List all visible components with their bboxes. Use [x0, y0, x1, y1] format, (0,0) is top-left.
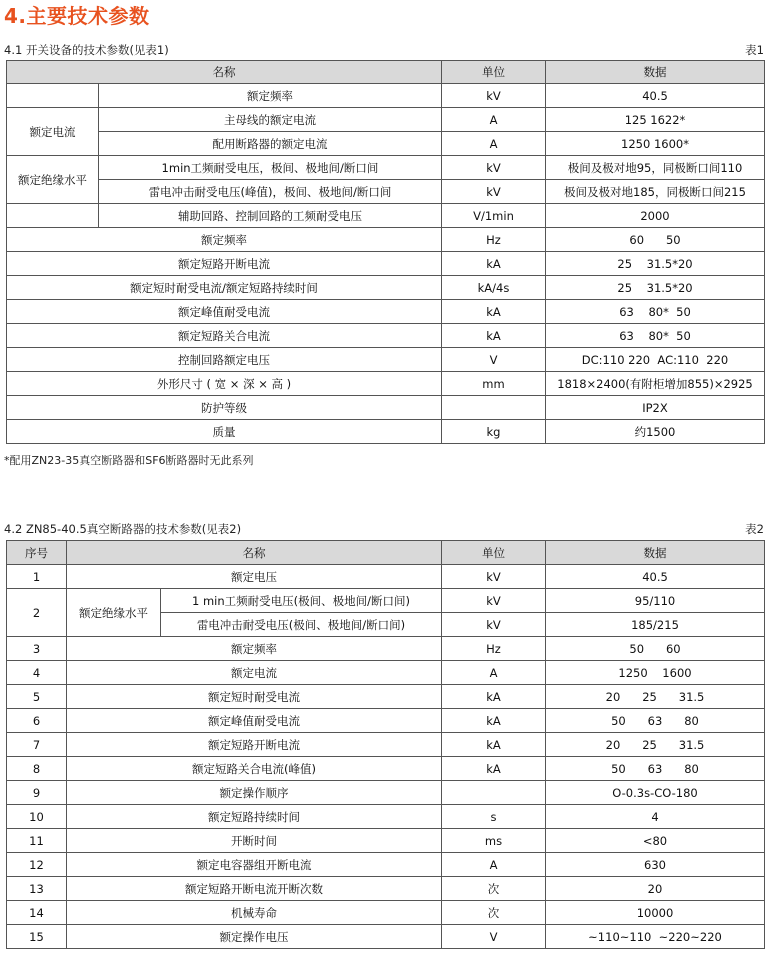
table1-row-unit: kA: [442, 324, 546, 348]
table1-row-name: 额定短时耐受电流/额定短路持续时间: [7, 276, 442, 300]
table1-row-name: 1min工频耐受电压，极间、极地间/断口间: [99, 156, 442, 180]
table2-row-data: 50 60: [546, 637, 765, 661]
table2-row-name: 额定短路持续时间: [67, 805, 442, 829]
table2-row-unit: kA: [442, 733, 546, 757]
table2-row-no: 9: [7, 781, 67, 805]
table2-row-data: 20 25 31.5: [546, 685, 765, 709]
table2-row-name: 额定峰值耐受电流: [67, 709, 442, 733]
table2-group-label: 额定绝缘水平: [67, 589, 161, 637]
table2-row-unit: 次: [442, 901, 546, 925]
table1-row-name: 额定短路开断电流: [7, 252, 442, 276]
table2-row-name: 额定短路开断电流开断次数: [67, 877, 442, 901]
table1-footnote: *配用ZN23-35真空断路器和SF6断路器时无此系列: [4, 454, 254, 467]
table1-row-name: 外形尺寸 ( 宽 × 深 × 高 ): [7, 372, 442, 396]
table2: [6, 540, 765, 949]
table1-row-data: 极间及极对地95，同极断口间110: [546, 156, 765, 180]
table1-row-unit: kV: [442, 84, 546, 108]
table2-row-unit: V: [442, 925, 546, 949]
table2-row-no: 8: [7, 757, 67, 781]
table1-label: 表1: [745, 43, 764, 57]
table1-row-name: 额定频率: [7, 228, 442, 252]
table2-row-unit: A: [442, 853, 546, 877]
table1-row-name: 配用断路器的额定电流: [99, 132, 442, 156]
table1-row-data: 约1500: [546, 420, 765, 444]
table1-row-name: 额定频率: [99, 84, 442, 108]
table2-row-unit: Hz: [442, 637, 546, 661]
table2-row-unit: A: [442, 661, 546, 685]
table1-row-name: 主母线的额定电流: [99, 108, 442, 132]
table2-row-name: 开断时间: [67, 829, 442, 853]
table2-header-no: 序号: [7, 541, 67, 565]
table2-row-name: 额定操作顺序: [67, 781, 442, 805]
table2-row-data: 50 63 80: [546, 709, 765, 733]
table1-row-data: 125 1622*: [546, 108, 765, 132]
table2-row-unit: [442, 781, 546, 805]
table1-group-label: 额定绝缘水平: [7, 156, 99, 204]
table1-row-data: 1818×2400(有附柜增加855)×2925: [546, 372, 765, 396]
table2-header-data: 数据: [546, 541, 765, 565]
table1-row-data: 1250 1600*: [546, 132, 765, 156]
table2-row-unit: kV: [442, 613, 546, 637]
table1-row-unit: kA/4s: [442, 276, 546, 300]
table2-row-name: 额定操作电压: [67, 925, 442, 949]
table2-row-no: 15: [7, 925, 67, 949]
table1-header-name: 名称: [7, 61, 442, 84]
table1-row-unit: V: [442, 348, 546, 372]
table2-row-unit: 次: [442, 877, 546, 901]
table2-row-no: 11: [7, 829, 67, 853]
table1-row-data: 25 31.5*20: [546, 252, 765, 276]
table1-row-data: 40.5: [546, 84, 765, 108]
table2-row-unit: kV: [442, 565, 546, 589]
table1-row-name: 雷电冲击耐受电压(峰值)，极间、极地间/断口间: [99, 180, 442, 204]
table2-row-unit: kV: [442, 589, 546, 613]
table1-row-data: 极间及极对地185，同极断口间215: [546, 180, 765, 204]
table1-row-name: 额定峰值耐受电流: [7, 300, 442, 324]
table1-row-data: 60 50: [546, 228, 765, 252]
table2-row-no: 13: [7, 877, 67, 901]
table1-header-data: 数据: [546, 61, 765, 84]
table2-row-name: 1 min工频耐受电压(极间、极地间/断口间): [161, 589, 442, 613]
table2-row-unit: s: [442, 805, 546, 829]
table1-empty-cell: [7, 204, 99, 228]
table2-row-data: 1250 1600: [546, 661, 765, 685]
table2-caption: 4.2 ZN85-40.5真空断路器的技术参数(见表2): [4, 522, 242, 536]
table2-row-name: 雷电冲击耐受电压(极间、极地间/断口间): [161, 613, 442, 637]
table1-row-unit: A: [442, 132, 546, 156]
table1-row-data: 2000: [546, 204, 765, 228]
table2-row-name: 额定电压: [67, 565, 442, 589]
table2-row-data: 95/110: [546, 589, 765, 613]
table1-row-unit: A: [442, 108, 546, 132]
table1: [6, 60, 765, 444]
table1-row-unit: kA: [442, 252, 546, 276]
table1-caption: 4.1 开关设备的技术参数(见表1): [4, 43, 169, 57]
table2-row-no: 10: [7, 805, 67, 829]
table2-header-name: 名称: [67, 541, 442, 565]
table2-row-name: 额定电流: [67, 661, 442, 685]
table2-row-name: 额定短路关合电流(峰值): [67, 757, 442, 781]
table2-row-data: 20: [546, 877, 765, 901]
table1-row-data: 63 80* 50: [546, 324, 765, 348]
table1-row-unit: [442, 396, 546, 420]
table1-row-unit: kg: [442, 420, 546, 444]
table2-row-no: 7: [7, 733, 67, 757]
table2-label: 表2: [745, 522, 764, 536]
table1-row-name: 辅助回路、控制回路的工频耐受电压: [99, 204, 442, 228]
table1-row-unit: kV: [442, 156, 546, 180]
table2-row-name: 机械寿命: [67, 901, 442, 925]
table1-row-unit: kV: [442, 180, 546, 204]
table2-row-no: 14: [7, 901, 67, 925]
table2-row-no: 2: [7, 589, 67, 637]
table2-row-data: 50 63 80: [546, 757, 765, 781]
table1-header-unit: 单位: [442, 61, 546, 84]
table1-row-unit: Hz: [442, 228, 546, 252]
table2-row-data: 4: [546, 805, 765, 829]
table1-row-data: 63 80* 50: [546, 300, 765, 324]
table2-header-unit: 单位: [442, 541, 546, 565]
table1-row-data: DC:110 220 AC:110 220: [546, 348, 765, 372]
table2-row-no: 6: [7, 709, 67, 733]
table2-row-data: 40.5: [546, 565, 765, 589]
table1-row-unit: V/1min: [442, 204, 546, 228]
table2-row-data: 185/215: [546, 613, 765, 637]
table2-row-no: 4: [7, 661, 67, 685]
table1-row-name: 控制回路额定电压: [7, 348, 442, 372]
table1-row-name: 质量: [7, 420, 442, 444]
table1-row-data: 25 31.5*20: [546, 276, 765, 300]
table2-row-data: ~110~110 ~220~220: [546, 925, 765, 949]
section-title: 4.主要技术参数: [4, 4, 150, 28]
table2-row-no: 1: [7, 565, 67, 589]
table2-row-unit: kA: [442, 685, 546, 709]
table1-empty-cell: [7, 84, 99, 108]
table1-row-name: 额定短路关合电流: [7, 324, 442, 348]
table2-row-data: 10000: [546, 901, 765, 925]
table1-row-name: 防护等级: [7, 396, 442, 420]
table1-row-data: IP2X: [546, 396, 765, 420]
table2-row-unit: kA: [442, 709, 546, 733]
table2-row-name: 额定频率: [67, 637, 442, 661]
table1-group-label: 额定电流: [7, 108, 99, 156]
table2-row-data: 20 25 31.5: [546, 733, 765, 757]
table2-row-no: 5: [7, 685, 67, 709]
table2-row-unit: ms: [442, 829, 546, 853]
table1-row-unit: kA: [442, 300, 546, 324]
table2-row-data: O-0.3s-CO-180: [546, 781, 765, 805]
table2-row-no: 3: [7, 637, 67, 661]
table2-row-data: <80: [546, 829, 765, 853]
table2-row-name: 额定短路开断电流: [67, 733, 442, 757]
table2-row-no: 12: [7, 853, 67, 877]
table2-row-unit: kA: [442, 757, 546, 781]
table2-row-name: 额定电容器组开断电流: [67, 853, 442, 877]
table2-row-data: 630: [546, 853, 765, 877]
table1-row-unit: mm: [442, 372, 546, 396]
table2-row-name: 额定短时耐受电流: [67, 685, 442, 709]
